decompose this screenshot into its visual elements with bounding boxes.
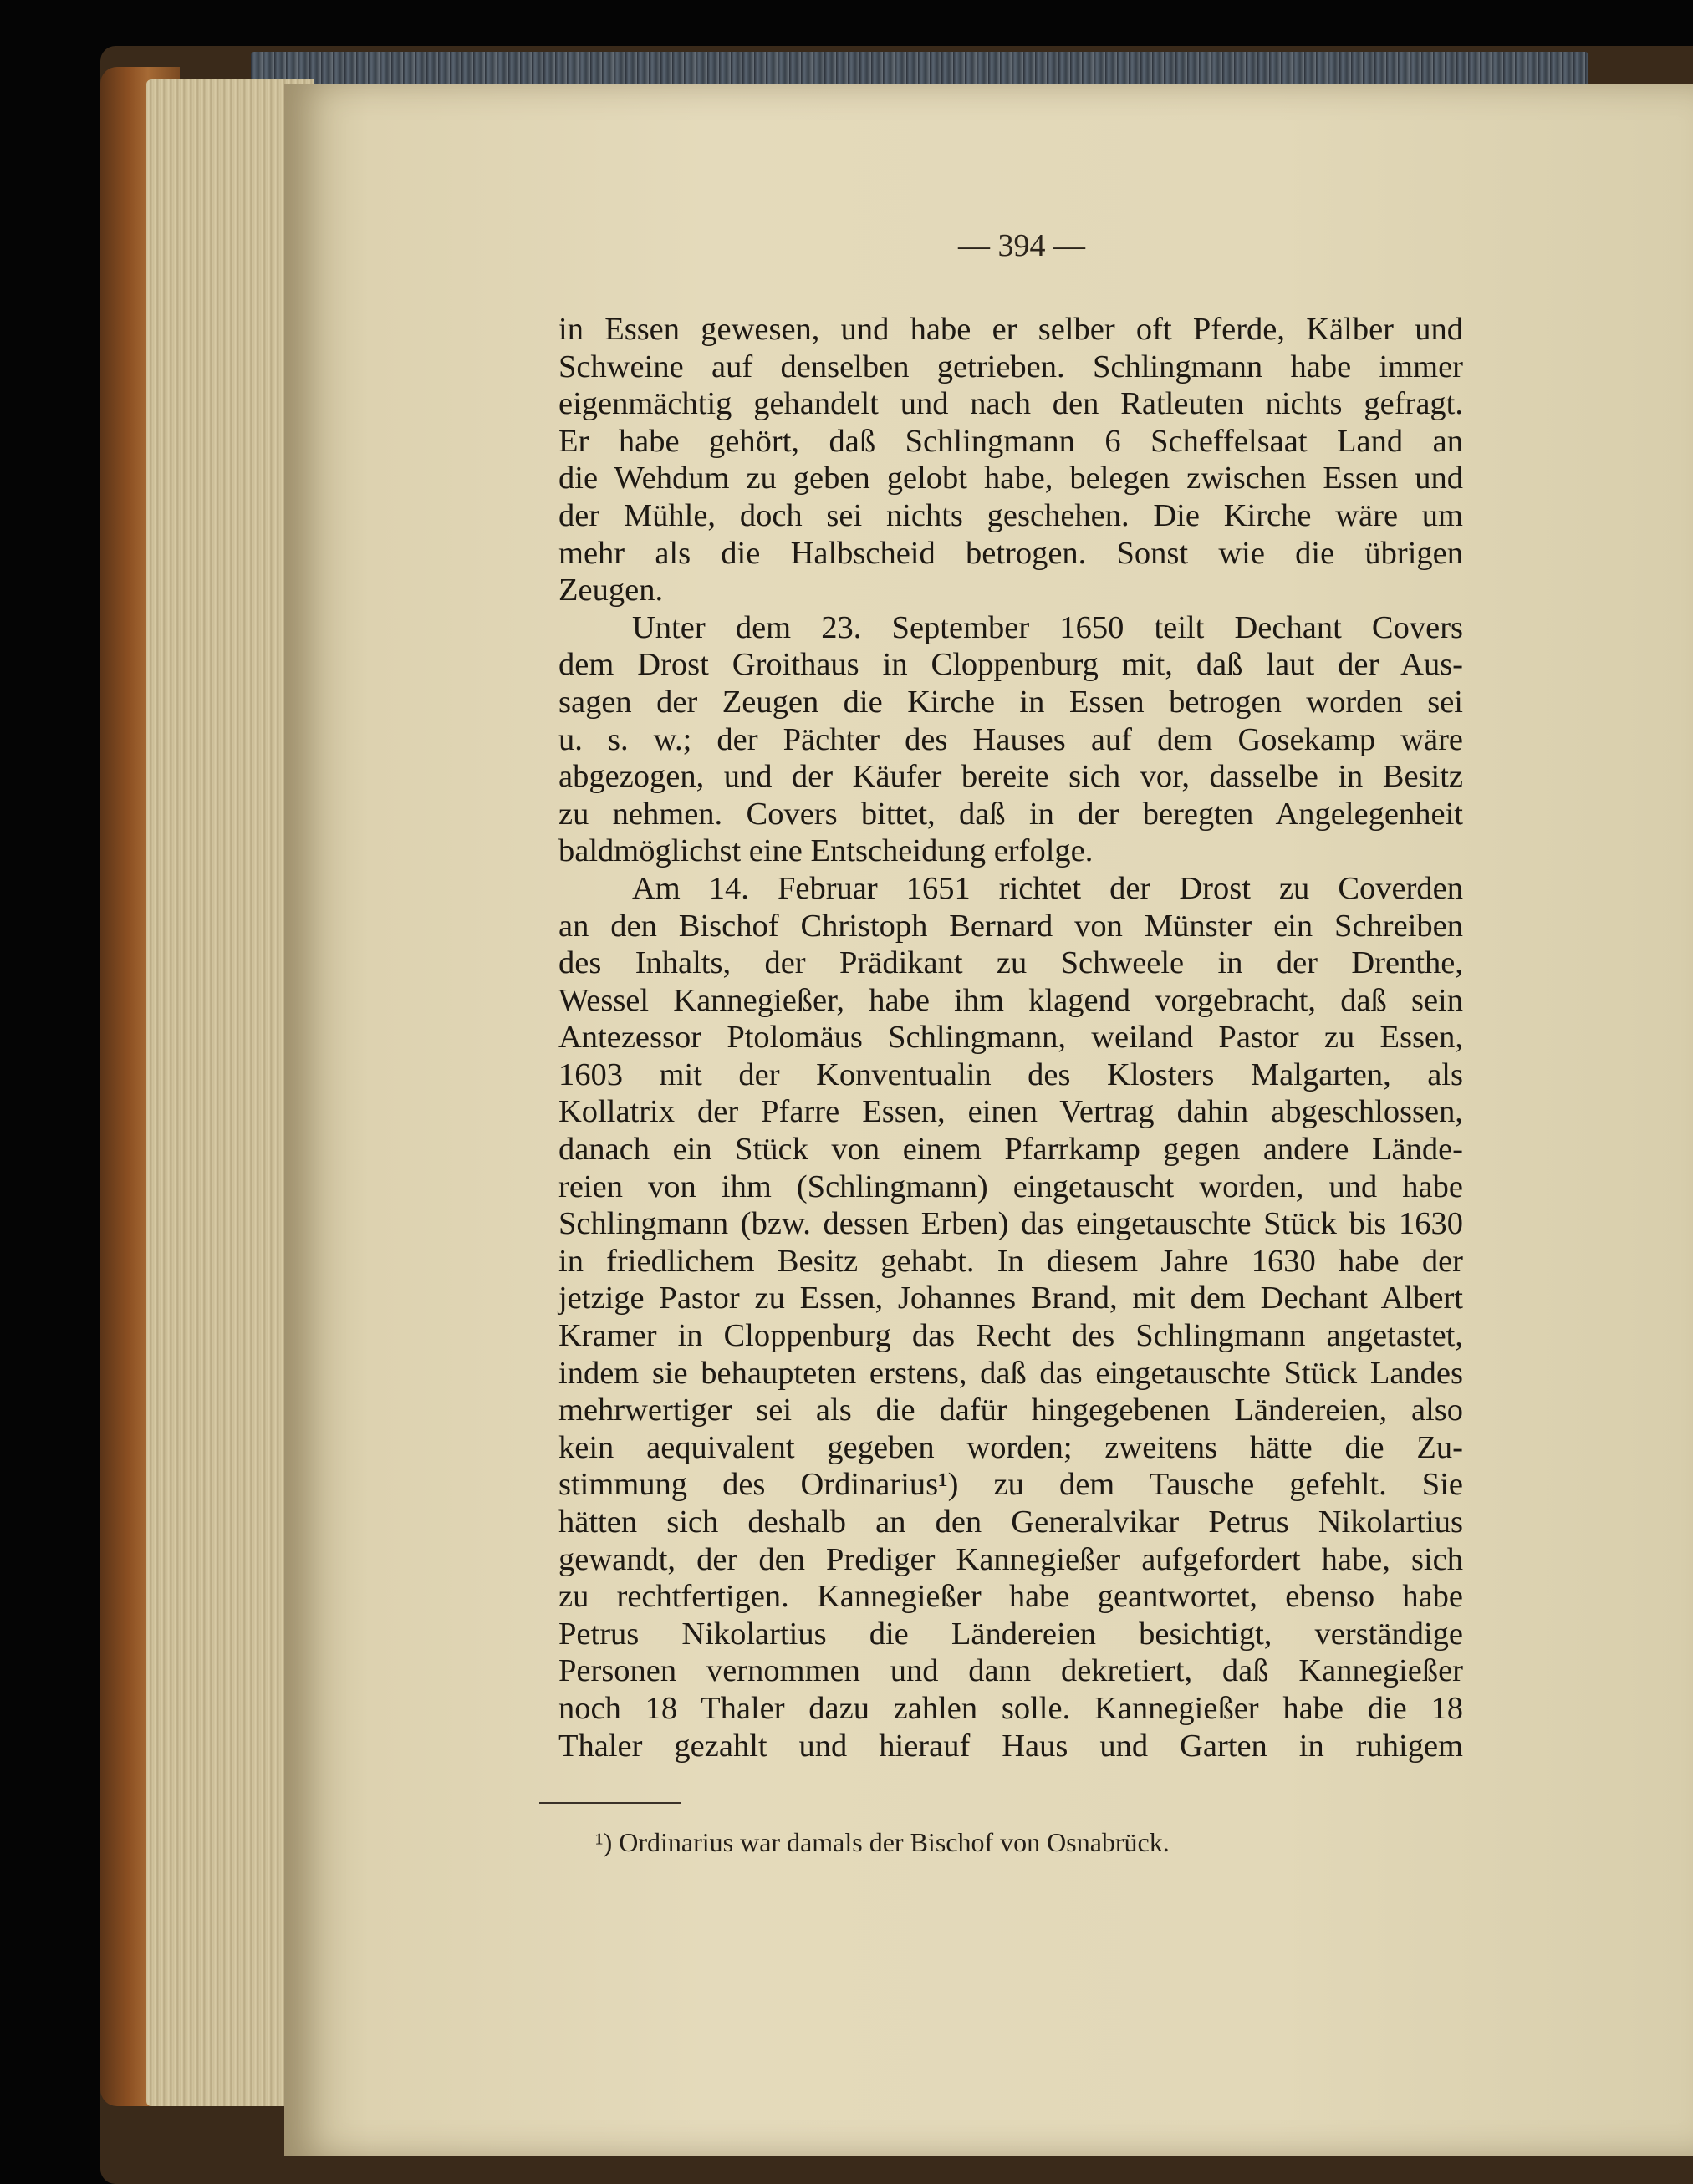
text-line: Petrus Nikolartius die Ländereien besichtigt, verständige — [558, 1616, 1463, 1652]
text-line: noch 18 Thaler dazu zahlen solle. Kannegießer habe die 18 — [558, 1690, 1463, 1726]
text-line: indem sie behaupteten erstens, daß das eingetauschte Stück Landes — [558, 1355, 1463, 1391]
text-line: abgezogen, und der Käufer bereite sich vor, dasselbe in Besitz — [558, 759, 1463, 795]
text-line: Wessel Kannegießer, habe ihm klagend vorgebracht, daß sein — [558, 982, 1463, 1018]
text-line: in friedlichem Besitz gehabt. In diesem Jahre 1630 habe der — [558, 1243, 1463, 1279]
text-line: Zeugen. — [558, 573, 664, 608]
text-line: in Essen gewesen, und habe er selber oft Pferde, Kälber und — [558, 312, 1463, 347]
text-line: jetzige Pastor zu Essen, Johannes Brand, mit dem Dechant Albert — [558, 1280, 1463, 1316]
text-line: die Wehdum zu geben gelobt habe, belegen zwischen Essen und — [558, 461, 1463, 496]
text-line: Schweine auf denselben getrieben. Schlingmann habe immer — [558, 349, 1463, 384]
text-line: eigenmächtig gehandelt und nach den Ratleuten nichts gefragt. — [558, 386, 1463, 422]
text-line: baldmöglichst eine Entscheidung erfolge. — [558, 833, 1094, 869]
page-number: — 394 — — [958, 228, 1085, 263]
text-line: Antezessor Ptolomäus Schlingmann, weiland Pastor zu Essen, — [558, 1020, 1463, 1056]
text-line: Er habe gehört, daß Schlingmann 6 Scheffelsaat Land an — [558, 423, 1463, 459]
text-line: stimmung des Ordinarius¹) zu dem Tausche gefehlt. Sie — [558, 1467, 1463, 1503]
text-line: sagen der Zeugen die Kirche in Essen betrogen worden sei — [558, 684, 1463, 720]
text-line: danach ein Stück von einem Pfarrkamp gegen andere Lände- — [558, 1132, 1463, 1168]
text-line: der Mühle, doch sei nichts geschehen. Die Kirche wäre um — [558, 497, 1463, 533]
text-line: u. s. w.; der Pächter des Hauses auf dem Gosekamp wäre — [558, 721, 1463, 757]
body-text — [558, 311, 1463, 1764]
text-line: dem Drost Groithaus in Cloppenburg mit, daß laut der Aus- — [558, 647, 1463, 683]
text-line: zu rechtfertigen. Kannegießer habe geantwortet, ebenso habe — [558, 1579, 1463, 1615]
text-line: Thaler gezahlt und hierauf Haus und Garten in ruhigem — [558, 1728, 1463, 1764]
text-line: gewandt, der den Prediger Kannegießer aufgefordert habe, sich — [558, 1541, 1463, 1577]
text-line: des Inhalts, der Prädikant zu Schweele in der Drenthe, — [558, 945, 1463, 981]
footnote: ¹) Ordinarius war damals der Bischof von Osnabrück. — [595, 1827, 1170, 1857]
text-line: zu nehmen. Covers bittet, daß in der beregten Angelegenheit — [558, 796, 1463, 832]
text-line: Am 14. Februar 1651 richtet der Drost zu Coverden — [632, 870, 1463, 906]
text-line: mehr als die Halbscheid betrogen. Sonst wie die übrigen — [558, 535, 1463, 571]
text-line: Personen vernommen und dann dekretiert, daß Kannegießer — [558, 1653, 1463, 1689]
text-line: hätten sich deshalb an den Generalvikar Petrus Nikolartius — [558, 1504, 1463, 1540]
text-line: reien von ihm (Schlingmann) eingetauscht worden, und habe — [558, 1168, 1463, 1204]
text-line: 1603 mit der Konventualin des Klosters Malgarten, als — [558, 1056, 1463, 1092]
footnote-rule — [539, 1802, 681, 1804]
text-line: Kollatrix der Pfarre Essen, einen Vertrag dahin abgeschlossen, — [558, 1094, 1463, 1130]
text-line: mehrwertiger sei als die dafür hingegebenen Ländereien, also — [558, 1392, 1463, 1428]
text-line: Kramer in Cloppenburg das Recht des Schlingmann angetastet, — [558, 1318, 1463, 1354]
text-line: kein aequivalent gegeben worden; zweitens hätte die Zu- — [558, 1429, 1463, 1465]
text-line: Unter dem 23. September 1650 teilt Dechant Covers — [632, 609, 1463, 645]
text-line: an den Bischof Christoph Bernard von Münster ein Schreiben — [558, 908, 1463, 944]
text-line: Schlingmann (bzw. dessen Erben) das eingetauschte Stück bis 1630 — [558, 1206, 1463, 1242]
